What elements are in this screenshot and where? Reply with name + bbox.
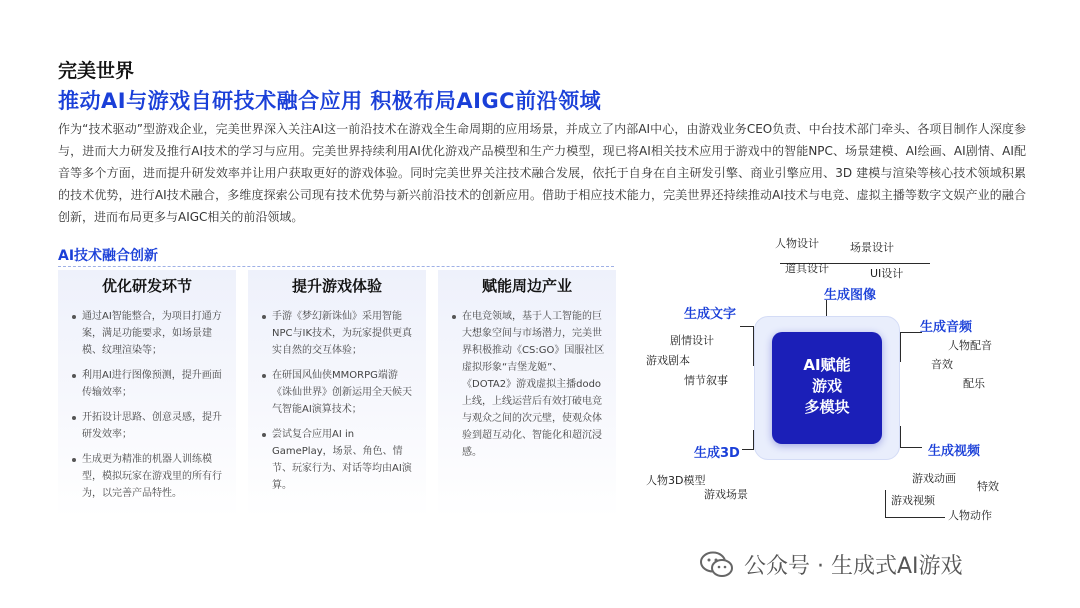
label-character-motion: 人物动作 xyxy=(948,509,992,522)
company-name: 完美世界 xyxy=(58,60,135,82)
card-list xyxy=(438,302,616,461)
list-item: 在电竞领域，基于人工智能的巨大想象空间与市场潜力，完美世界积极推动《CS:GO》国服社区虚拟形象“吉堡龙姬”、《DOTA2》游戏虚拟主播dodo上线，上线运营后有效打破电竞与观众之间的次元壁，使观众体验到超互动化、智能化和超沉浸感。 xyxy=(450,308,606,461)
watermark xyxy=(700,549,963,580)
label-narrative: 情节叙事 xyxy=(684,374,728,387)
label-3d-model: 人物3D模型 xyxy=(646,474,706,487)
label-game-video: 游戏视频 xyxy=(891,494,935,507)
card-peripheral-industry xyxy=(438,270,616,518)
list-item: 通过AI智能整合，为项目打通方案，满足功能要求，如场景建模、纹理渲染等； xyxy=(70,308,226,359)
core-block xyxy=(772,332,882,444)
section-title: AI技术融合创新 xyxy=(58,248,159,264)
wechat-icon xyxy=(700,551,734,579)
core-line: 多模块 xyxy=(804,398,850,416)
watermark-text: 公众号 · 生成式AI游戏 xyxy=(744,554,963,579)
label-game-animation: 游戏动画 xyxy=(912,472,956,485)
label-character-design: 人物设计 xyxy=(775,237,819,250)
category-3d: 生成3D xyxy=(694,446,740,461)
category-image: 生成图像 xyxy=(824,288,877,303)
core-line: 游戏 xyxy=(811,377,842,395)
label-vfx: 特效 xyxy=(977,480,999,493)
category-audio: 生成音频 xyxy=(920,320,973,335)
page-headline: 推动AI与游戏自研技术融合应用 积极布局AIGC前沿领域 xyxy=(58,89,602,113)
connector-3d xyxy=(742,430,754,450)
card-list xyxy=(248,302,426,494)
card-title: 赋能周边产业 xyxy=(481,277,572,295)
label-game-script: 游戏剧本 xyxy=(646,354,690,367)
connector-audio xyxy=(900,332,922,362)
label-sfx: 音效 xyxy=(931,358,953,371)
connector-text xyxy=(740,326,754,366)
section-divider xyxy=(58,266,614,267)
label-prop-design: 道具设计 xyxy=(785,262,829,275)
label-plot-design: 剧情设计 xyxy=(670,334,714,347)
list-item: 尝试复合应用AI in GamePlay，场景、角色、情节、玩家行为、对话等均由AI演算。 xyxy=(260,426,416,494)
connector-video xyxy=(900,426,922,448)
label-ui-design: UI设计 xyxy=(870,267,904,280)
card-title: 提升游戏体验 xyxy=(291,277,382,295)
card-game-experience xyxy=(248,270,426,518)
list-item: 开拓设计思路、创意灵感，提升研发效率； xyxy=(70,409,226,443)
list-item: 生成更为精准的机器人训练模型，模拟玩家在游戏里的所有行为，以完善产品特性。 xyxy=(70,451,226,502)
list-item: 在研国风仙侠MMORPG端游《诛仙世界》创新运用全天候天气智能AI演算技术； xyxy=(260,367,416,418)
core-line: AI赋能 xyxy=(803,356,851,374)
card-title: 优化研发环节 xyxy=(101,277,192,295)
intro-paragraph: 作为“技术驱动”型游戏企业，完美世界深入关注AI这一前沿技术在游戏全生命周期的应用场景，并成立了内部AI中心，由游戏业务CEO负责、中台技术部门牵头、各项目制作人深度参与，进而大力研发及推行AI技术的学习与应用。完美世界持续利用AI优化游戏产品模型和生产力模型，现已将AI相关技术应用于游戏中的智能NPC、场景建模、AI绘画、AI剧情、AI配音等多个方面，进而提升研发效率并让用户获取更好的游戏体验。同时完美世界关注技术融合发展，依托于自身在自主研发引擎、商业引擎应用、3D 建模与渲染等核心技术领域积累的技术优势，进行AI技术融合，多维度探索公司现有技术优势与新兴前沿技术的创新应用。借助于相应技术能力，完美世界还持续推动AI技术与电竞、虚拟主播等数字文娱产业的融合创新，进而布局更多与AIGC相关的前沿领域。 xyxy=(58,122,1026,224)
ai-module-diagram xyxy=(630,230,1060,530)
label-game-scene: 游戏场景 xyxy=(704,488,748,501)
label-scene-design: 场景设计 xyxy=(850,241,894,254)
list-item: 利用AI进行图像预测，提升画面传输效率； xyxy=(70,367,226,401)
list-item: 手游《梦幻新诛仙》采用智能NPC与IK技术，为玩家提供更真实自然的交互体验； xyxy=(260,308,416,359)
card-list xyxy=(58,302,236,502)
label-voice-acting: 人物配音 xyxy=(948,339,992,352)
category-video: 生成视频 xyxy=(928,444,981,459)
category-text: 生成文字 xyxy=(684,307,737,322)
card-optimize-rd xyxy=(58,270,236,518)
label-music: 配乐 xyxy=(963,377,985,390)
